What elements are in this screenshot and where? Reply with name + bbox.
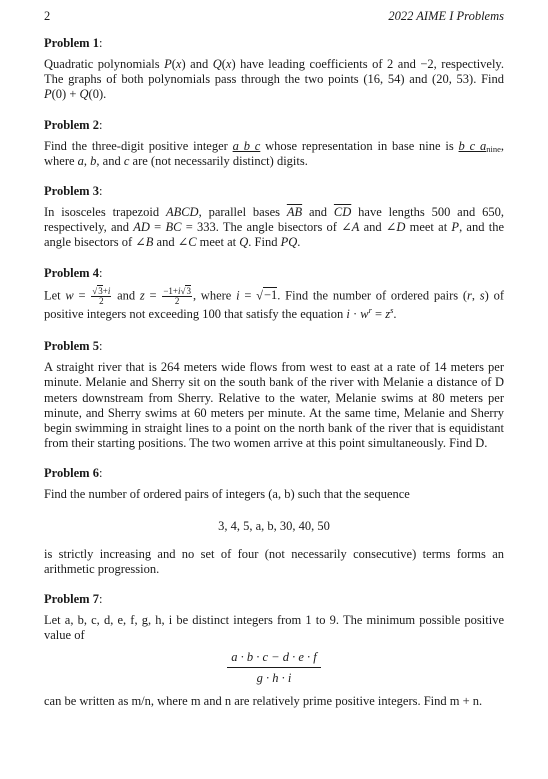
fraction-display [44, 650, 504, 686]
problem-7-title: Problem 7: [44, 592, 103, 607]
problem-6-text-1: Find the number of ordered pairs of integers (a, b) such that the sequence [44, 487, 410, 502]
problem-2 [44, 117, 504, 169]
fraction-z: $\frac{-1+i√3}{2}$ [163, 285, 191, 306]
minimum-value-fraction [227, 650, 321, 686]
fraction-numerator: a · b · c − d · e · f [227, 650, 321, 668]
problem-6-text-2: is strictly increasing and no set of four (not necessarily consecutive) terms forms an arithmetic progression. [44, 546, 504, 576]
problem-5-title: Problem 5: [44, 339, 103, 354]
problem-4 [44, 265, 504, 323]
problem-7-text-2: can be written as m/n, where m and n are relatively prime positive integers. Find m + n. [44, 693, 483, 708]
problem-3-text: In isosceles trapezoid ABCD, parallel bases $\overline{AB}$ and $\overline{CD}$ have lengths 500 and 650, respectively, and AD = BC = 333. The angle bisectors of ∠A and ∠D meet at P, and the angle bisectors of ∠B and ∠C meet at Q. Find PQ. [44, 205, 504, 250]
problem-6 [44, 465, 504, 577]
problem-1-text: Quadratic polynomials P(x) and Q(x) have leading coefficients of 2 and −2, respectively. The graphs of both polynomials pass through the two points (16, 54) and (20, 53). Find P(0) + Q(0). [44, 57, 504, 102]
problem-4-title: Problem 4: [44, 265, 103, 280]
problem-3-title: Problem 3: [44, 184, 103, 199]
sequence-display: 3, 4, 5, a, b, 30, 40, 50 [218, 518, 330, 533]
problem-1-title: Problem 1: [44, 36, 103, 50]
problem-7 [44, 591, 504, 709]
problem-5-text: A straight river that is 264 meters wide flows from west to east at a rate of 14 meters per minute. Melanie and Sherry sit on the south bank of the river with Melanie a distance of D meters downstream from Sherry. Relative to the water, Melanie swims at 80 meters per minute, and Sherry swims at 60 meters per minute. At the same time, Melanie and Sherry begin swimming in straight lines to a point on the north bank of the river that is equidistant from their starting positions. The two women arrive at this point simultaneously. Find D. [44, 360, 504, 451]
document-title: 2022 AIME I Problems [388, 9, 504, 23]
problem-7-text-1: Let a, b, c, d, e, f, g, h, i be distinct integers from 1 to 9. The minimum possible positive value of [44, 613, 504, 643]
page-number: 2 [44, 9, 51, 23]
page-header [44, 9, 504, 35]
problem-5 [44, 338, 504, 451]
problem-2-title: Problem 2: [44, 117, 103, 132]
fraction-w: $\frac{√3+i}{2}$ [92, 285, 111, 306]
problem-2-text: Find the three-digit positive integer a b c whose representation in base nine is b c $a_{nine}$, where a, b, and c are (not necessarily distinct) digits. [44, 138, 504, 168]
problem-3 [44, 183, 504, 251]
problem-1 [44, 35, 504, 103]
problem-6-title: Problem 6: [44, 466, 103, 481]
problem-4-text: Let w = $\frac{√3+i}{2}$ and z = $\frac{-1+i√3}{2}$ , where i = √−1. Find the number of ordered pairs (r, s) of positive integers not exceeding 100 that satisfy the equation $i \cdot w^r = z^s$. [44, 285, 504, 321]
fraction-denominator: g · h · i [256, 670, 292, 685]
